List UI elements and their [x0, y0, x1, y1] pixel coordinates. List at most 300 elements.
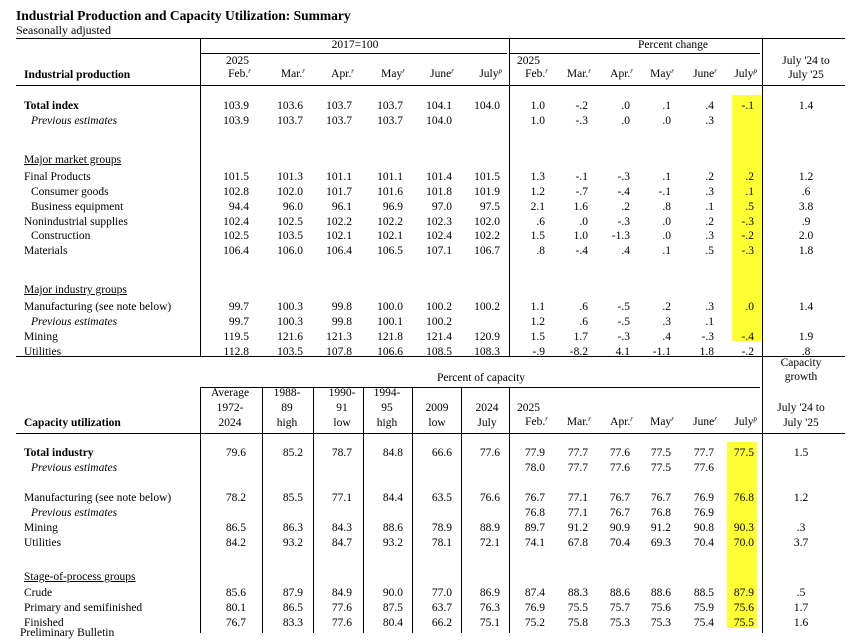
index-value: 97.5 — [479, 200, 500, 213]
pct-value: .1 — [662, 245, 671, 258]
row-label: Consumer goods — [31, 185, 109, 198]
table-subtitle: Seasonally adjusted — [16, 23, 111, 37]
section-heading: Major market groups — [24, 153, 122, 166]
month-value: 75.6 — [650, 602, 671, 614]
hist-value: 86.5 — [282, 602, 303, 614]
pct-value: .6 — [579, 316, 588, 329]
index-value: 96.0 — [282, 200, 303, 213]
hist-value: 78.9 — [431, 522, 452, 534]
row-label: Utilities — [24, 537, 62, 549]
month-value: 75.4 — [693, 617, 714, 629]
hist-value: 77.0 — [431, 587, 452, 599]
yoy-value: 1.6 — [793, 617, 809, 629]
index-value: 102.2 — [474, 230, 500, 243]
month-value: 76.8 — [650, 507, 671, 519]
divider-3 — [762, 38, 763, 356]
hist-value: 88.6 — [382, 522, 403, 534]
month-value: 91.2 — [567, 522, 588, 534]
hist-value: 85.5 — [282, 492, 303, 504]
hist-value: 80.4 — [382, 617, 403, 629]
month-value: 76.9 — [524, 602, 545, 614]
pct-value: -.2 — [741, 230, 754, 243]
revision-marker: r — [671, 67, 674, 75]
pct-value: .2 — [705, 170, 714, 183]
index-value: 101.7 — [326, 185, 352, 198]
month-value: 70.0 — [733, 537, 754, 549]
index-value: 102.0 — [277, 185, 303, 198]
divider-2 — [509, 38, 510, 356]
hist-value: 84.8 — [382, 447, 403, 459]
month-value: 77.9 — [524, 447, 545, 459]
month-value: 74.1 — [524, 537, 545, 549]
revision-marker: r — [630, 415, 633, 423]
yoy-value: 1.8 — [798, 245, 814, 258]
pct-value: 1.5 — [530, 331, 545, 343]
index-value: 103.9 — [223, 100, 249, 112]
index-value: 103.7 — [326, 100, 352, 112]
pct-value: .2 — [662, 301, 671, 314]
index-value: 100.2 — [426, 316, 452, 329]
pct-value: -.3 — [617, 170, 630, 183]
month-value: 77.7 — [567, 447, 588, 459]
month-header: Feb.$^r$ — [525, 67, 548, 80]
index-value: 100.1 — [377, 316, 403, 329]
index-value: 107.1 — [426, 245, 452, 258]
pct-value: -.4 — [575, 245, 588, 258]
pct-value: .4 — [621, 245, 630, 258]
hist-value: 77.6 — [331, 617, 352, 629]
pct-value: -.9 — [532, 345, 545, 358]
cu-divider-4 — [363, 387, 364, 633]
pct-value: 1.2 — [530, 316, 545, 329]
pct-value: .6 — [579, 301, 588, 314]
cu-divider-1 — [200, 387, 201, 633]
pct-value: .6 — [536, 215, 545, 228]
month-header: May$^r$ — [650, 415, 674, 428]
month-value: 77.7 — [567, 462, 588, 474]
index-value: 101.9 — [474, 185, 500, 198]
hist-value: 85.6 — [225, 587, 246, 599]
hist-value: 87.9 — [282, 587, 303, 599]
cu-divider-3 — [313, 387, 314, 633]
pct-value: -8.2 — [569, 345, 588, 358]
pct-value: -.4 — [741, 331, 754, 343]
month-header: Apr.$^r$ — [610, 67, 633, 80]
hist-value: 88.9 — [479, 522, 500, 534]
month-value: 75.2 — [524, 617, 545, 629]
index-value: 106.0 — [277, 245, 303, 258]
month-header: Feb.$^r$ — [525, 415, 548, 428]
revision-marker: r — [402, 67, 405, 75]
row-label: Previous estimates — [31, 114, 118, 127]
month-value: 87.9 — [733, 587, 754, 599]
pct-value: 1.5 — [530, 230, 545, 243]
growth-line1: Capacity — [780, 357, 822, 369]
hist-col-header: July — [477, 417, 497, 429]
yoy-value: 3.7 — [793, 537, 809, 549]
month-header: June$^r$ — [693, 67, 717, 80]
pct-value: 1.3 — [530, 170, 545, 183]
yoy-value: .8 — [801, 345, 811, 358]
revision-marker: r — [714, 415, 717, 423]
index-value: 108.3 — [474, 345, 500, 358]
index-value: 101.6 — [377, 185, 403, 198]
month-value: 76.9 — [693, 507, 714, 519]
hist-value: 93.2 — [282, 537, 303, 549]
index-value: 106.5 — [377, 245, 403, 258]
hist-col-header: 2024 — [218, 417, 242, 429]
index-value: 103.7 — [326, 114, 352, 127]
pct-value: .3 — [662, 316, 671, 329]
pct-value: .3 — [705, 301, 714, 314]
hist-value: 76.6 — [479, 492, 500, 504]
index-value: 102.0 — [474, 215, 500, 228]
month-value: 77.5 — [650, 462, 671, 474]
hist-value: 78.7 — [331, 447, 352, 459]
index-value: 102.2 — [377, 215, 403, 228]
pct-value: .3 — [705, 185, 714, 198]
hist-value: 84.9 — [331, 587, 352, 599]
index-value: 103.7 — [377, 114, 403, 127]
index-value: 121.8 — [377, 331, 403, 343]
pct-value: -.3 — [701, 331, 714, 343]
revision-marker: r — [714, 67, 717, 75]
hist-value: 87.5 — [382, 602, 403, 614]
month-value: 76.8 — [524, 507, 545, 519]
revision-marker: p — [753, 415, 757, 423]
yoy-value: 1.4 — [798, 301, 814, 314]
index-value: 97.0 — [431, 200, 452, 213]
yoy-value: 1.2 — [793, 492, 809, 504]
month-header: July$^p$ — [734, 415, 757, 428]
month-value: 75.6 — [733, 602, 754, 614]
pct-value: -.4 — [617, 185, 630, 198]
revision-marker: p — [753, 67, 757, 75]
month-value: 67.8 — [567, 537, 588, 549]
index-value: 121.6 — [277, 331, 303, 343]
hist-value: 78.1 — [431, 537, 452, 549]
hist-value: 66.6 — [431, 447, 452, 459]
pct-value: .2 — [621, 200, 630, 213]
index-value: 101.1 — [377, 170, 403, 183]
index-value: 99.7 — [228, 301, 249, 314]
row-label: Materials — [24, 245, 68, 258]
yoy-line2: July '25 — [783, 417, 819, 429]
index-value: 106.4 — [326, 245, 352, 258]
pct-value: -.3 — [617, 215, 630, 228]
cu-divider-2 — [262, 387, 263, 633]
month-header: Apr.$^r$ — [610, 415, 633, 428]
index-value: 96.9 — [382, 200, 403, 213]
hist-value: 76.3 — [479, 602, 500, 614]
pct-value: .0 — [621, 100, 630, 112]
month-header: June$^r$ — [693, 415, 717, 428]
month-value: 75.7 — [609, 602, 630, 614]
index-value: 102.3 — [426, 215, 452, 228]
revision-marker: r — [248, 67, 251, 75]
index-value: 102.8 — [223, 185, 249, 198]
hist-col-header: 2009 — [425, 402, 449, 414]
hist-value: 79.6 — [225, 447, 246, 459]
pct-value: -.7 — [575, 185, 588, 198]
index-value: 102.5 — [277, 215, 303, 228]
index-value: 119.5 — [223, 331, 249, 343]
index-value: 94.4 — [228, 200, 249, 213]
cu-row-header: Capacity utilization — [24, 417, 121, 429]
row-label: Manufacturing (see note below) — [24, 301, 172, 314]
pct-value: 1.1 — [530, 301, 545, 314]
index-value: 102.4 — [223, 215, 249, 228]
revision-marker: r — [588, 67, 591, 75]
month-value: 75.8 — [567, 617, 588, 629]
hist-value: 76.7 — [225, 617, 246, 629]
divider-1 — [200, 38, 201, 356]
month-value: 75.9 — [693, 602, 714, 614]
revision-marker: r — [545, 67, 548, 75]
month-value: 75.3 — [650, 617, 671, 629]
row-label: Utilities — [24, 345, 62, 358]
row-label: Manufacturing (see note below) — [24, 492, 172, 504]
pct-value: .1 — [662, 170, 671, 183]
revision-marker: r — [302, 67, 305, 75]
revision-marker: r — [451, 67, 454, 75]
rule-cu-header-bottom — [16, 433, 845, 434]
pct-value: .1 — [705, 200, 714, 213]
hist-value: 72.1 — [479, 537, 500, 549]
index-value: 100.0 — [377, 301, 403, 314]
pct-value: .8 — [662, 200, 671, 213]
row-label: Previous estimates — [31, 507, 118, 519]
pct-value: -1.3 — [611, 230, 630, 243]
hist-col-header: high — [376, 417, 398, 429]
month-value: 90.8 — [693, 522, 714, 534]
row-label: Mining — [24, 331, 58, 343]
pct-value: 1.2 — [530, 185, 545, 198]
hist-col-header: 1990- — [328, 387, 356, 399]
index-value: 102.1 — [377, 230, 403, 243]
row-label: Total index — [24, 100, 79, 112]
row-label: Nonindustrial supplies — [24, 215, 128, 228]
month-value: 77.5 — [733, 447, 754, 459]
hist-col-header: 1972- — [216, 402, 244, 414]
pct-value: .1 — [705, 316, 714, 329]
yoy-line1: July '24 to — [782, 55, 830, 67]
month-value: 89.7 — [524, 522, 545, 534]
hist-col-header: low — [333, 417, 351, 429]
row-label: Final Products — [24, 170, 91, 183]
cu-divider-6 — [461, 387, 462, 633]
yoy-value: .3 — [796, 522, 806, 534]
hist-col-header: 89 — [281, 402, 293, 414]
month-value: 75.5 — [567, 602, 588, 614]
pct-value: -.5 — [617, 301, 630, 314]
index-value: 101.4 — [426, 170, 452, 183]
month-value: 76.8 — [733, 492, 754, 504]
hist-col-header: 91 — [336, 402, 348, 414]
rule-pct-group — [510, 53, 760, 54]
pct-value: .0 — [579, 215, 588, 228]
pct-value: 1.8 — [699, 345, 714, 358]
hist-value: 86.9 — [479, 587, 500, 599]
index-value: 102.1 — [326, 230, 352, 243]
index-value: 99.7 — [228, 316, 249, 329]
index-value: 106.4 — [223, 245, 249, 258]
row-label: Construction — [31, 230, 91, 243]
month-value: 78.0 — [524, 462, 545, 474]
hist-value: 84.4 — [382, 492, 403, 504]
index-value: 106.7 — [474, 245, 500, 258]
yoy-value: .9 — [801, 215, 811, 228]
revision-marker: p — [498, 67, 502, 75]
hist-value: 86.5 — [225, 522, 246, 534]
index-value: 103.7 — [377, 100, 403, 112]
pct-value: .3 — [705, 114, 714, 127]
month-value: 77.6 — [609, 447, 630, 459]
pct-value: -.3 — [617, 331, 630, 343]
index-value: 101.8 — [426, 185, 452, 198]
month-value: 75.3 — [609, 617, 630, 629]
index-value: 108.5 — [426, 345, 452, 358]
month-value: 90.3 — [733, 522, 754, 534]
pct-value: -.5 — [617, 316, 630, 329]
yoy-value: 1.9 — [798, 331, 814, 343]
index-value: 103.9 — [223, 114, 249, 127]
month-header: July$^p$ — [479, 67, 502, 80]
index-value: 107.8 — [326, 345, 352, 358]
hist-col-header: high — [276, 417, 298, 429]
pct-value: .0 — [662, 114, 671, 127]
index-value: 100.3 — [277, 316, 303, 329]
yoy-value: 1.2 — [798, 170, 814, 183]
pct-value: 2.1 — [530, 200, 545, 213]
month-header: Mar.$^r$ — [566, 67, 591, 80]
month-value: 70.4 — [609, 537, 630, 549]
table-title: Industrial Production and Capacity Utilization: Summary — [16, 8, 351, 23]
month-value: 76.7 — [524, 492, 545, 504]
revision-marker: r — [588, 415, 591, 423]
revision-marker: r — [630, 67, 633, 75]
pct-value: 1.6 — [573, 200, 588, 213]
hist-value: 66.2 — [431, 617, 452, 629]
pct-value: -.1 — [658, 185, 671, 198]
pct-value: -.2 — [575, 100, 588, 112]
index-value: 100.2 — [474, 301, 500, 314]
month-header: June$^r$ — [430, 67, 454, 80]
month-value: 77.5 — [650, 447, 671, 459]
hist-value: 77.6 — [479, 447, 500, 459]
rule-index-group — [200, 53, 507, 54]
yoy-value: 1.7 — [793, 602, 809, 614]
month-value: 77.7 — [693, 447, 714, 459]
row-label: Finished — [24, 617, 64, 629]
hist-value: 78.2 — [225, 492, 246, 504]
pct-value: .0 — [662, 215, 671, 228]
month-header: July$^p$ — [734, 67, 757, 80]
hist-col-header: low — [428, 417, 446, 429]
index-value: 104.0 — [426, 114, 452, 127]
cu-divider-7 — [509, 387, 510, 633]
month-value: 91.2 — [650, 522, 671, 534]
index-value: 102.5 — [223, 230, 249, 243]
index-value: 102.4 — [426, 230, 452, 243]
hist-col-header: Average — [210, 387, 250, 399]
index-value: 104.0 — [474, 100, 500, 112]
month-value: 88.6 — [650, 587, 671, 599]
hist-value: 63.5 — [431, 492, 452, 504]
index-value: 101.3 — [277, 170, 303, 183]
month-header: Mar.$^r$ — [280, 67, 305, 80]
year-pct: 2025 — [517, 55, 540, 67]
index-value: 103.5 — [277, 345, 303, 358]
pct-value: .8 — [536, 245, 545, 258]
pct-value: -.2 — [741, 345, 754, 358]
month-header: Mar.$^r$ — [566, 415, 591, 428]
hist-col-header: 1988- — [273, 387, 301, 399]
hist-value: 75.1 — [479, 617, 500, 629]
cu-year: 2025 — [517, 402, 540, 414]
pct-value: .4 — [705, 100, 714, 112]
row-label: Business equipment — [31, 200, 124, 213]
index-value: 103.5 — [277, 230, 303, 243]
index-value: 104.1 — [426, 100, 452, 112]
index-value: 121.3 — [326, 331, 352, 343]
hist-value: 90.0 — [382, 587, 403, 599]
pct-value: .0 — [745, 301, 754, 314]
cu-divider-5 — [412, 387, 413, 633]
index-value: 112.8 — [223, 345, 249, 358]
yoy-value: .5 — [796, 587, 806, 599]
month-value: 76.7 — [609, 492, 630, 504]
revision-marker: r — [671, 415, 674, 423]
pct-value: -1.1 — [652, 345, 671, 358]
row-header: Industrial production — [24, 69, 131, 81]
hist-col-header: 1994- — [373, 387, 401, 399]
row-label: Previous estimates — [31, 462, 118, 474]
hist-value: 83.3 — [282, 617, 303, 629]
index-group-header: 2017=100 — [331, 39, 379, 51]
pct-value: .5 — [705, 245, 714, 258]
row-label: Total industry — [24, 447, 94, 459]
index-value: 101.1 — [326, 170, 352, 183]
growth-line2: growth — [784, 371, 818, 383]
month-value: 77.1 — [567, 492, 588, 504]
yoy-value: 2.0 — [798, 230, 814, 243]
row-label: Mining — [24, 522, 58, 534]
hist-value: 77.1 — [331, 492, 352, 504]
pct-value: .1 — [662, 100, 671, 112]
cu-divider-8 — [762, 356, 763, 633]
index-value: 103.6 — [277, 100, 303, 112]
index-value: 121.4 — [426, 331, 452, 343]
month-value: 88.3 — [567, 587, 588, 599]
hist-value: 93.2 — [382, 537, 403, 549]
yoy-value: 3.8 — [798, 200, 814, 213]
hist-col-header: 95 — [381, 402, 393, 414]
hist-value: 86.3 — [282, 522, 303, 534]
pct-value: .1 — [745, 185, 754, 198]
hist-value: 63.7 — [431, 602, 452, 614]
pct-value: .0 — [662, 230, 671, 243]
row-label: Primary and semifinished — [24, 602, 143, 614]
yoy-value: 1.5 — [793, 447, 809, 459]
month-value: 87.4 — [524, 587, 545, 599]
index-value: 106.6 — [377, 345, 403, 358]
cu-group-header: Percent of capacity — [436, 372, 526, 384]
pct-value: .0 — [621, 114, 630, 127]
pct-value: -.3 — [741, 215, 754, 228]
index-value: 101.5 — [223, 170, 249, 183]
index-value: 96.1 — [331, 200, 352, 213]
